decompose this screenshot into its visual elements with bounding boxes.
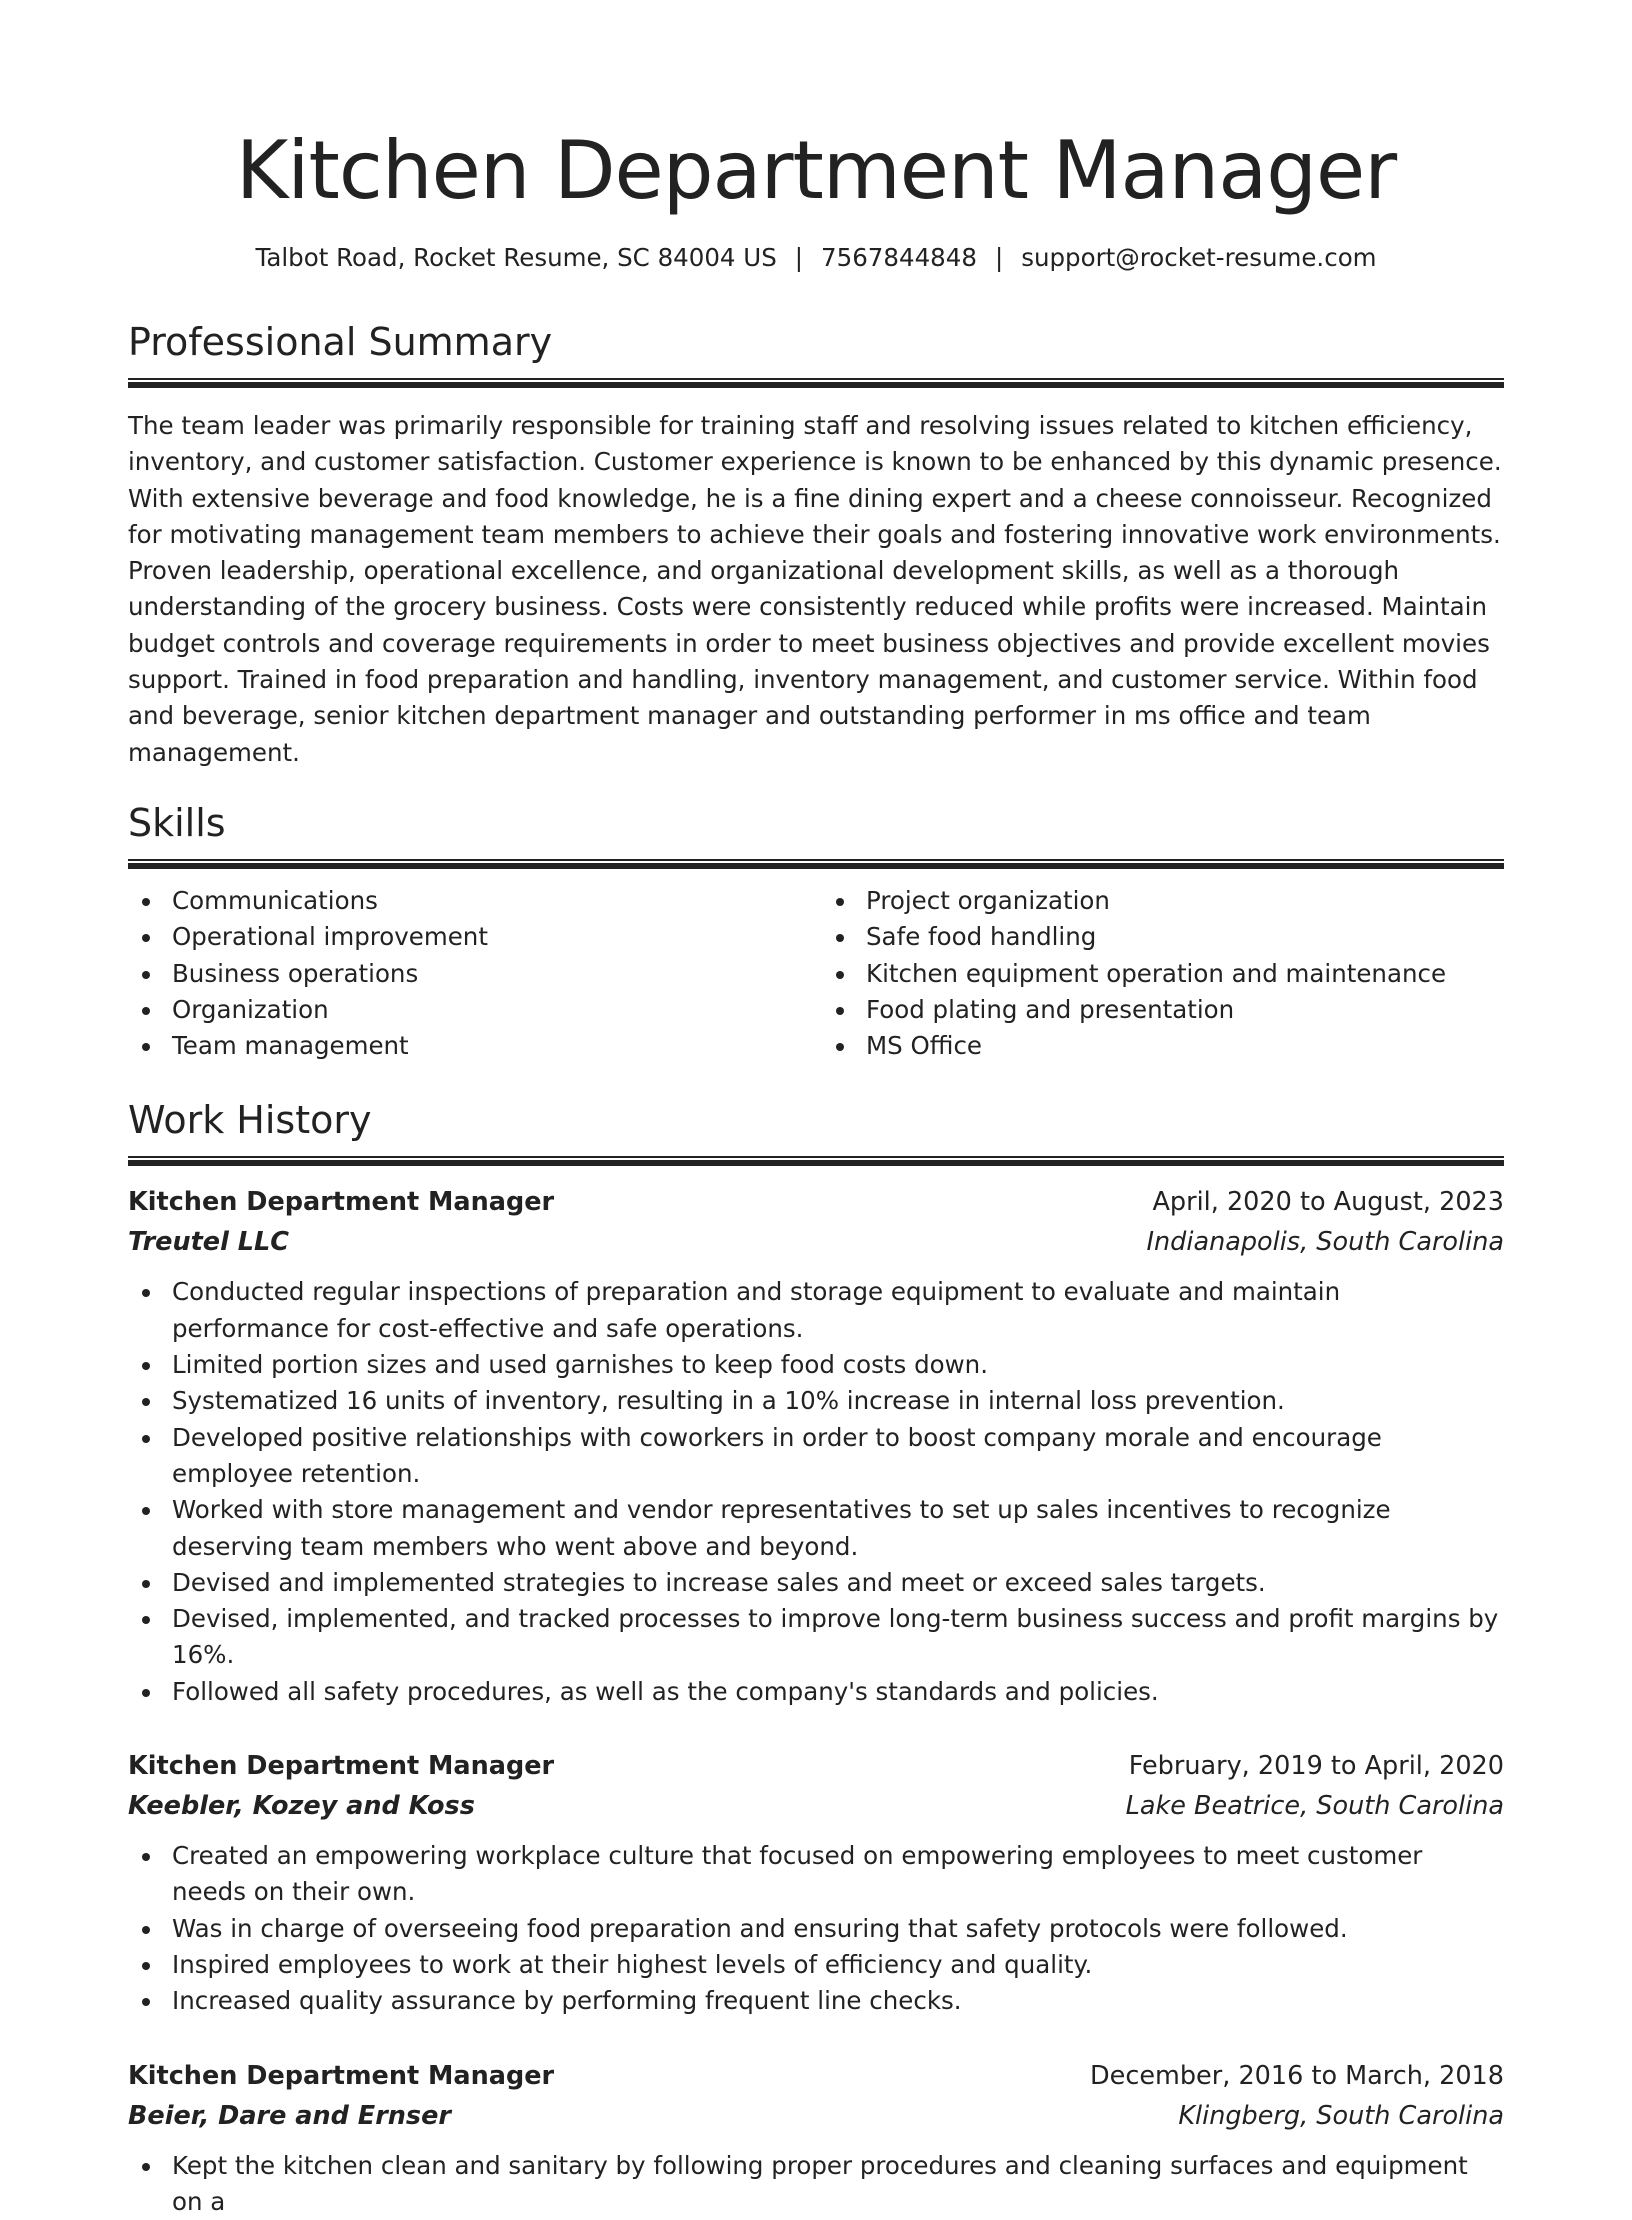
job-bullet: Devised and implemented strategies to increase sales and meet or exceed sales targets. [128, 1565, 1504, 1601]
job-bullets [128, 2148, 1504, 2220]
job-subheader [128, 2096, 1504, 2136]
job-bullets [128, 1274, 1504, 1710]
job-bullets [128, 1838, 1504, 2019]
job-header [128, 1182, 1504, 1222]
contact-line [128, 242, 1504, 274]
resume-name: Kitchen Department Manager [128, 122, 1504, 220]
job-header [128, 1746, 1504, 1786]
job-company: Beier, Dare and Ernser [128, 2096, 451, 2136]
skills-column-right [816, 883, 1504, 1064]
job-bullet: Followed all safety procedures, as well as the company's standards and policies. [128, 1674, 1504, 1710]
skill-item: Communications [128, 883, 816, 919]
skill-item: Safe food handling [816, 919, 1504, 955]
job-location: Klingberg, South Carolina [1178, 2096, 1504, 2136]
section-title-work-history: Work History [128, 1096, 1504, 1144]
job-location: Lake Beatrice, South Carolina [1126, 1786, 1504, 1826]
job-title: Kitchen Department Manager [128, 2056, 554, 2096]
phone: 7567844848 [821, 243, 977, 272]
job-bullet: Inspired employees to work at their highest levels of efficiency and quality. [128, 1947, 1504, 1983]
skills-list [128, 883, 1504, 1064]
job-header [128, 2056, 1504, 2096]
skill-item: Team management [128, 1028, 816, 1064]
job-location: Indianapolis, South Carolina [1146, 1222, 1504, 1262]
separator: | [977, 243, 1021, 272]
job-bullet: Devised, implemented, and tracked processes to improve long-term business success and profit margins by 16%. [128, 1601, 1504, 1674]
job-entry [128, 2056, 1504, 2220]
skill-item: Organization [128, 992, 816, 1028]
job-title: Kitchen Department Manager [128, 1746, 554, 1786]
job-dates: December, 2016 to March, 2018 [1090, 2056, 1504, 2096]
skills-column-left [128, 883, 816, 1064]
resume-page [128, 0, 1504, 2112]
section-divider [128, 378, 1504, 388]
address: Talbot Road, Rocket Resume, SC 84004 US [255, 243, 776, 272]
job-subheader [128, 1786, 1504, 1826]
job-company: Keebler, Kozey and Koss [128, 1786, 475, 1826]
job-bullet: Worked with store management and vendor representatives to set up sales incentives to recognize deserving team members who went above and beyond. [128, 1492, 1504, 1565]
job-entry [128, 1182, 1504, 1710]
job-bullet: Conducted regular inspections of preparation and storage equipment to evaluate and maintain performance for cost-effective and safe operations. [128, 1274, 1504, 1347]
job-dates: February, 2019 to April, 2020 [1129, 1746, 1504, 1786]
email: support@rocket-resume.com [1021, 243, 1376, 272]
section-title-skills: Skills [128, 799, 1504, 847]
skill-item: Operational improvement [128, 919, 816, 955]
job-title: Kitchen Department Manager [128, 1182, 554, 1222]
separator: | [777, 243, 821, 272]
section-divider [128, 1156, 1504, 1166]
section-divider [128, 859, 1504, 869]
job-subheader [128, 1222, 1504, 1262]
job-dates: April, 2020 to August, 2023 [1152, 1182, 1504, 1222]
job-bullet: Increased quality assurance by performing frequent line checks. [128, 1983, 1504, 2019]
skill-item: Kitchen equipment operation and maintenance [816, 956, 1504, 992]
skill-item: Food plating and presentation [816, 992, 1504, 1028]
summary-text: The team leader was primarily responsible for training staff and resolving issues related to kitchen efficiency, inventory, and customer satisfaction. Customer experience is known to be enhanced by this dynamic presence. With extensive beverage and food knowledge, he is a fine dining expert and a cheese connoisseur. Recognized for motivating management team members to achieve their goals and fostering innovative work environments. Proven leadership, operational excellence, and organizational development skills, as well as a thorough understanding of the grocery business. Costs were consistently reduced while profits were increased. Maintain budget controls and coverage requirements in order to meet business objectives and provide excellent movies support. Trained in food preparation and handling, inventory management, and customer service. Within food and beverage, senior kitchen department manager and outstanding performer in ms office and team management. [128, 408, 1504, 771]
job-bullet: Systematized 16 units of inventory, resulting in a 10% increase in internal loss prevention. [128, 1383, 1504, 1419]
job-bullet: Was in charge of overseeing food preparation and ensuring that safety protocols were followed. [128, 1911, 1504, 1947]
job-bullet: Developed positive relationships with coworkers in order to boost company morale and encourage employee retention. [128, 1420, 1504, 1493]
job-company: Treutel LLC [128, 1222, 289, 1262]
job-entry [128, 1746, 1504, 2019]
job-bullet: Kept the kitchen clean and sanitary by following proper procedures and cleaning surfaces and equipment on a [128, 2148, 1504, 2220]
skill-item: MS Office [816, 1028, 1504, 1064]
skill-item: Project organization [816, 883, 1504, 919]
section-title-summary: Professional Summary [128, 318, 1504, 366]
skill-item: Business operations [128, 956, 816, 992]
job-bullet: Created an empowering workplace culture that focused on empowering employees to meet customer needs on their own. [128, 1838, 1504, 1911]
job-bullet: Limited portion sizes and used garnishes to keep food costs down. [128, 1347, 1504, 1383]
